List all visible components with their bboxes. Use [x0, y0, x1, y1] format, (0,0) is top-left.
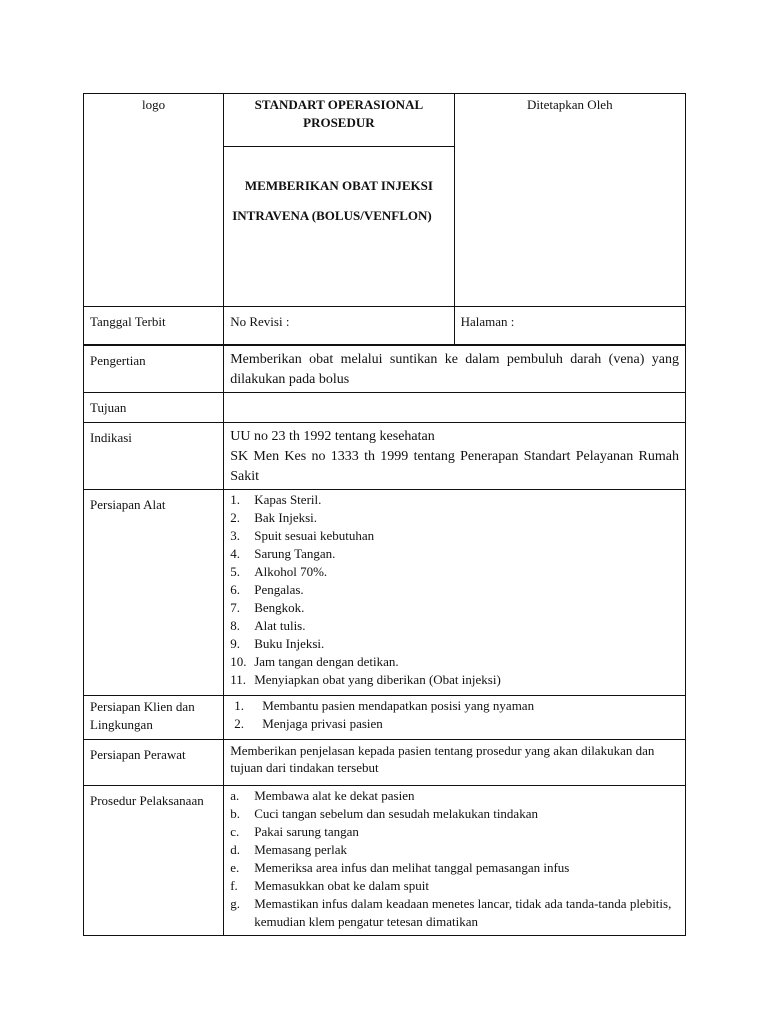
- list-item-text: Cuci tangan sebelum dan sesudah melakukan tindakan: [254, 806, 538, 821]
- list-item-text: Memastikan infus dalam keadaan menetes lancar, tidak ada tanda-tanda plebitis, kemudian klem pengatur tetesan dimatikan: [254, 896, 672, 929]
- list-item-number: f.: [230, 878, 238, 893]
- revision-label: No Revisi :: [224, 307, 454, 346]
- list-item-number: 1.: [234, 698, 244, 713]
- list-item: [230, 805, 679, 823]
- prosedur-list: [230, 787, 679, 931]
- persiapan-klien-label: [84, 696, 224, 740]
- list-item: [230, 787, 679, 805]
- list-item: [230, 635, 679, 653]
- persiapan-alat-label: Persiapan Alat: [84, 490, 224, 696]
- list-item: [230, 617, 679, 635]
- list-item-number: 7.: [230, 600, 240, 615]
- list-item-number: c.: [230, 824, 240, 839]
- list-item-number: a.: [230, 788, 240, 803]
- persiapan-perawat-text: Memberikan penjelasan kepada pasien tentang prosedur yang akan dilakukan dan tujuan dari tindakan tersebut: [224, 740, 686, 786]
- list-item: [230, 491, 679, 509]
- persiapan-perawat-label: Persiapan Perawat: [84, 740, 224, 786]
- list-item: [230, 581, 679, 599]
- indikasi-line2: SK Men Kes no 1333 th 1999 tentang Penerapan Standart Pelayanan Rumah Sakit: [230, 449, 679, 484]
- list-item-text: Menjaga privasi pasien: [262, 716, 383, 731]
- tujuan-text: [224, 393, 686, 423]
- list-item-number: 11.: [230, 672, 246, 687]
- list-item: [230, 877, 679, 895]
- persiapan-klien-list: [234, 697, 679, 733]
- document-title: STANDART OPERASIONAL PROSEDUR: [224, 94, 454, 147]
- list-item: [230, 823, 679, 841]
- list-item: [230, 653, 679, 671]
- list-item: [230, 859, 679, 877]
- list-item: [230, 527, 679, 545]
- list-item-number: 2.: [230, 510, 240, 525]
- list-item-text: Membawa alat ke dekat pasien: [254, 788, 415, 803]
- list-item-text: Memasukkan obat ke dalam spuit: [254, 878, 429, 893]
- approved-by-label: Ditetapkan Oleh: [527, 97, 613, 112]
- logo-cell: [84, 94, 224, 307]
- list-item-number: e.: [230, 860, 240, 875]
- persiapan-klien-label-line1: Persiapan Klien dan: [90, 699, 195, 714]
- prosedur-label: Prosedur Pelaksanaan: [84, 786, 224, 936]
- list-item-number: 9.: [230, 636, 240, 651]
- list-item-text: Pengalas.: [254, 582, 304, 597]
- list-item: [234, 697, 679, 715]
- list-item-text: Alkohol 70%.: [254, 564, 328, 579]
- list-item-text: Menyiapkan obat yang diberikan (Obat injeksi): [254, 672, 501, 687]
- list-item-number: b.: [230, 806, 240, 821]
- list-item-text: Spuit sesuai kebutuhan: [254, 528, 375, 543]
- list-item: [230, 895, 679, 931]
- procedure-title: [224, 147, 454, 307]
- list-item-text: Memeriksa area infus dan melihat tanggal pemasangan infus: [254, 860, 570, 875]
- sop-table: [83, 93, 686, 936]
- tujuan-label: Tujuan: [84, 393, 224, 423]
- list-item-text: Bak Injeksi.: [254, 510, 318, 525]
- list-item-number: 2.: [234, 716, 244, 731]
- procedure-title-line2: INTRAVENA (BOLUS/VENFLON): [232, 208, 432, 224]
- list-item-text: Sarung Tangan.: [254, 546, 336, 561]
- list-item: [230, 671, 679, 689]
- list-item: [230, 563, 679, 581]
- persiapan-klien-label-line2: Lingkungan: [90, 717, 153, 732]
- pengertian-label: Pengertian: [84, 345, 224, 393]
- list-item-number: 6.: [230, 582, 240, 597]
- list-item-number: 1.: [230, 492, 240, 507]
- indikasi-content: [224, 423, 686, 490]
- persiapan-alat-list: [230, 491, 679, 689]
- list-item: [230, 545, 679, 563]
- list-item: [230, 509, 679, 527]
- indikasi-label: Indikasi: [84, 423, 224, 490]
- list-item: [230, 841, 679, 859]
- prosedur-content: [224, 786, 686, 936]
- list-item-text: Alat tulis.: [254, 618, 306, 633]
- list-item-text: Membantu pasien mendapatkan posisi yang nyaman: [262, 698, 535, 713]
- list-item-text: Kapas Steril.: [254, 492, 322, 507]
- sop-document: [83, 93, 686, 936]
- list-item-number: 8.: [230, 618, 240, 633]
- persiapan-alat-content: [224, 490, 686, 696]
- persiapan-klien-content: [224, 696, 686, 740]
- list-item-number: d.: [230, 842, 240, 857]
- list-item-number: 10.: [230, 654, 247, 669]
- list-item-text: Bengkok.: [254, 600, 305, 615]
- logo-placeholder: logo: [142, 97, 166, 112]
- list-item-number: 3.: [230, 528, 240, 543]
- page-label: Halaman :: [454, 307, 685, 346]
- indikasi-line1: UU no 23 th 1992 tentang kesehatan: [230, 429, 435, 444]
- procedure-title-line1: MEMBERIKAN OBAT INJEKSI: [244, 178, 433, 194]
- list-item: [230, 599, 679, 617]
- pengertian-text: Memberikan obat melalui suntikan ke dalam pembuluh darah (vena) yang dilakukan pada bolus: [224, 345, 686, 393]
- list-item-number: 5.: [230, 564, 240, 579]
- issue-date-label: Tanggal Terbit: [84, 307, 224, 346]
- list-item: [234, 715, 679, 733]
- list-item-number: g.: [230, 896, 240, 911]
- list-item-text: Buku Injeksi.: [254, 636, 325, 651]
- list-item-number: 4.: [230, 546, 240, 561]
- list-item-text: Memasang perlak: [254, 842, 347, 857]
- approved-by-cell: [454, 94, 685, 307]
- list-item-text: Pakai sarung tangan: [254, 824, 359, 839]
- list-item-text: Jam tangan dengan detikan.: [254, 654, 399, 669]
